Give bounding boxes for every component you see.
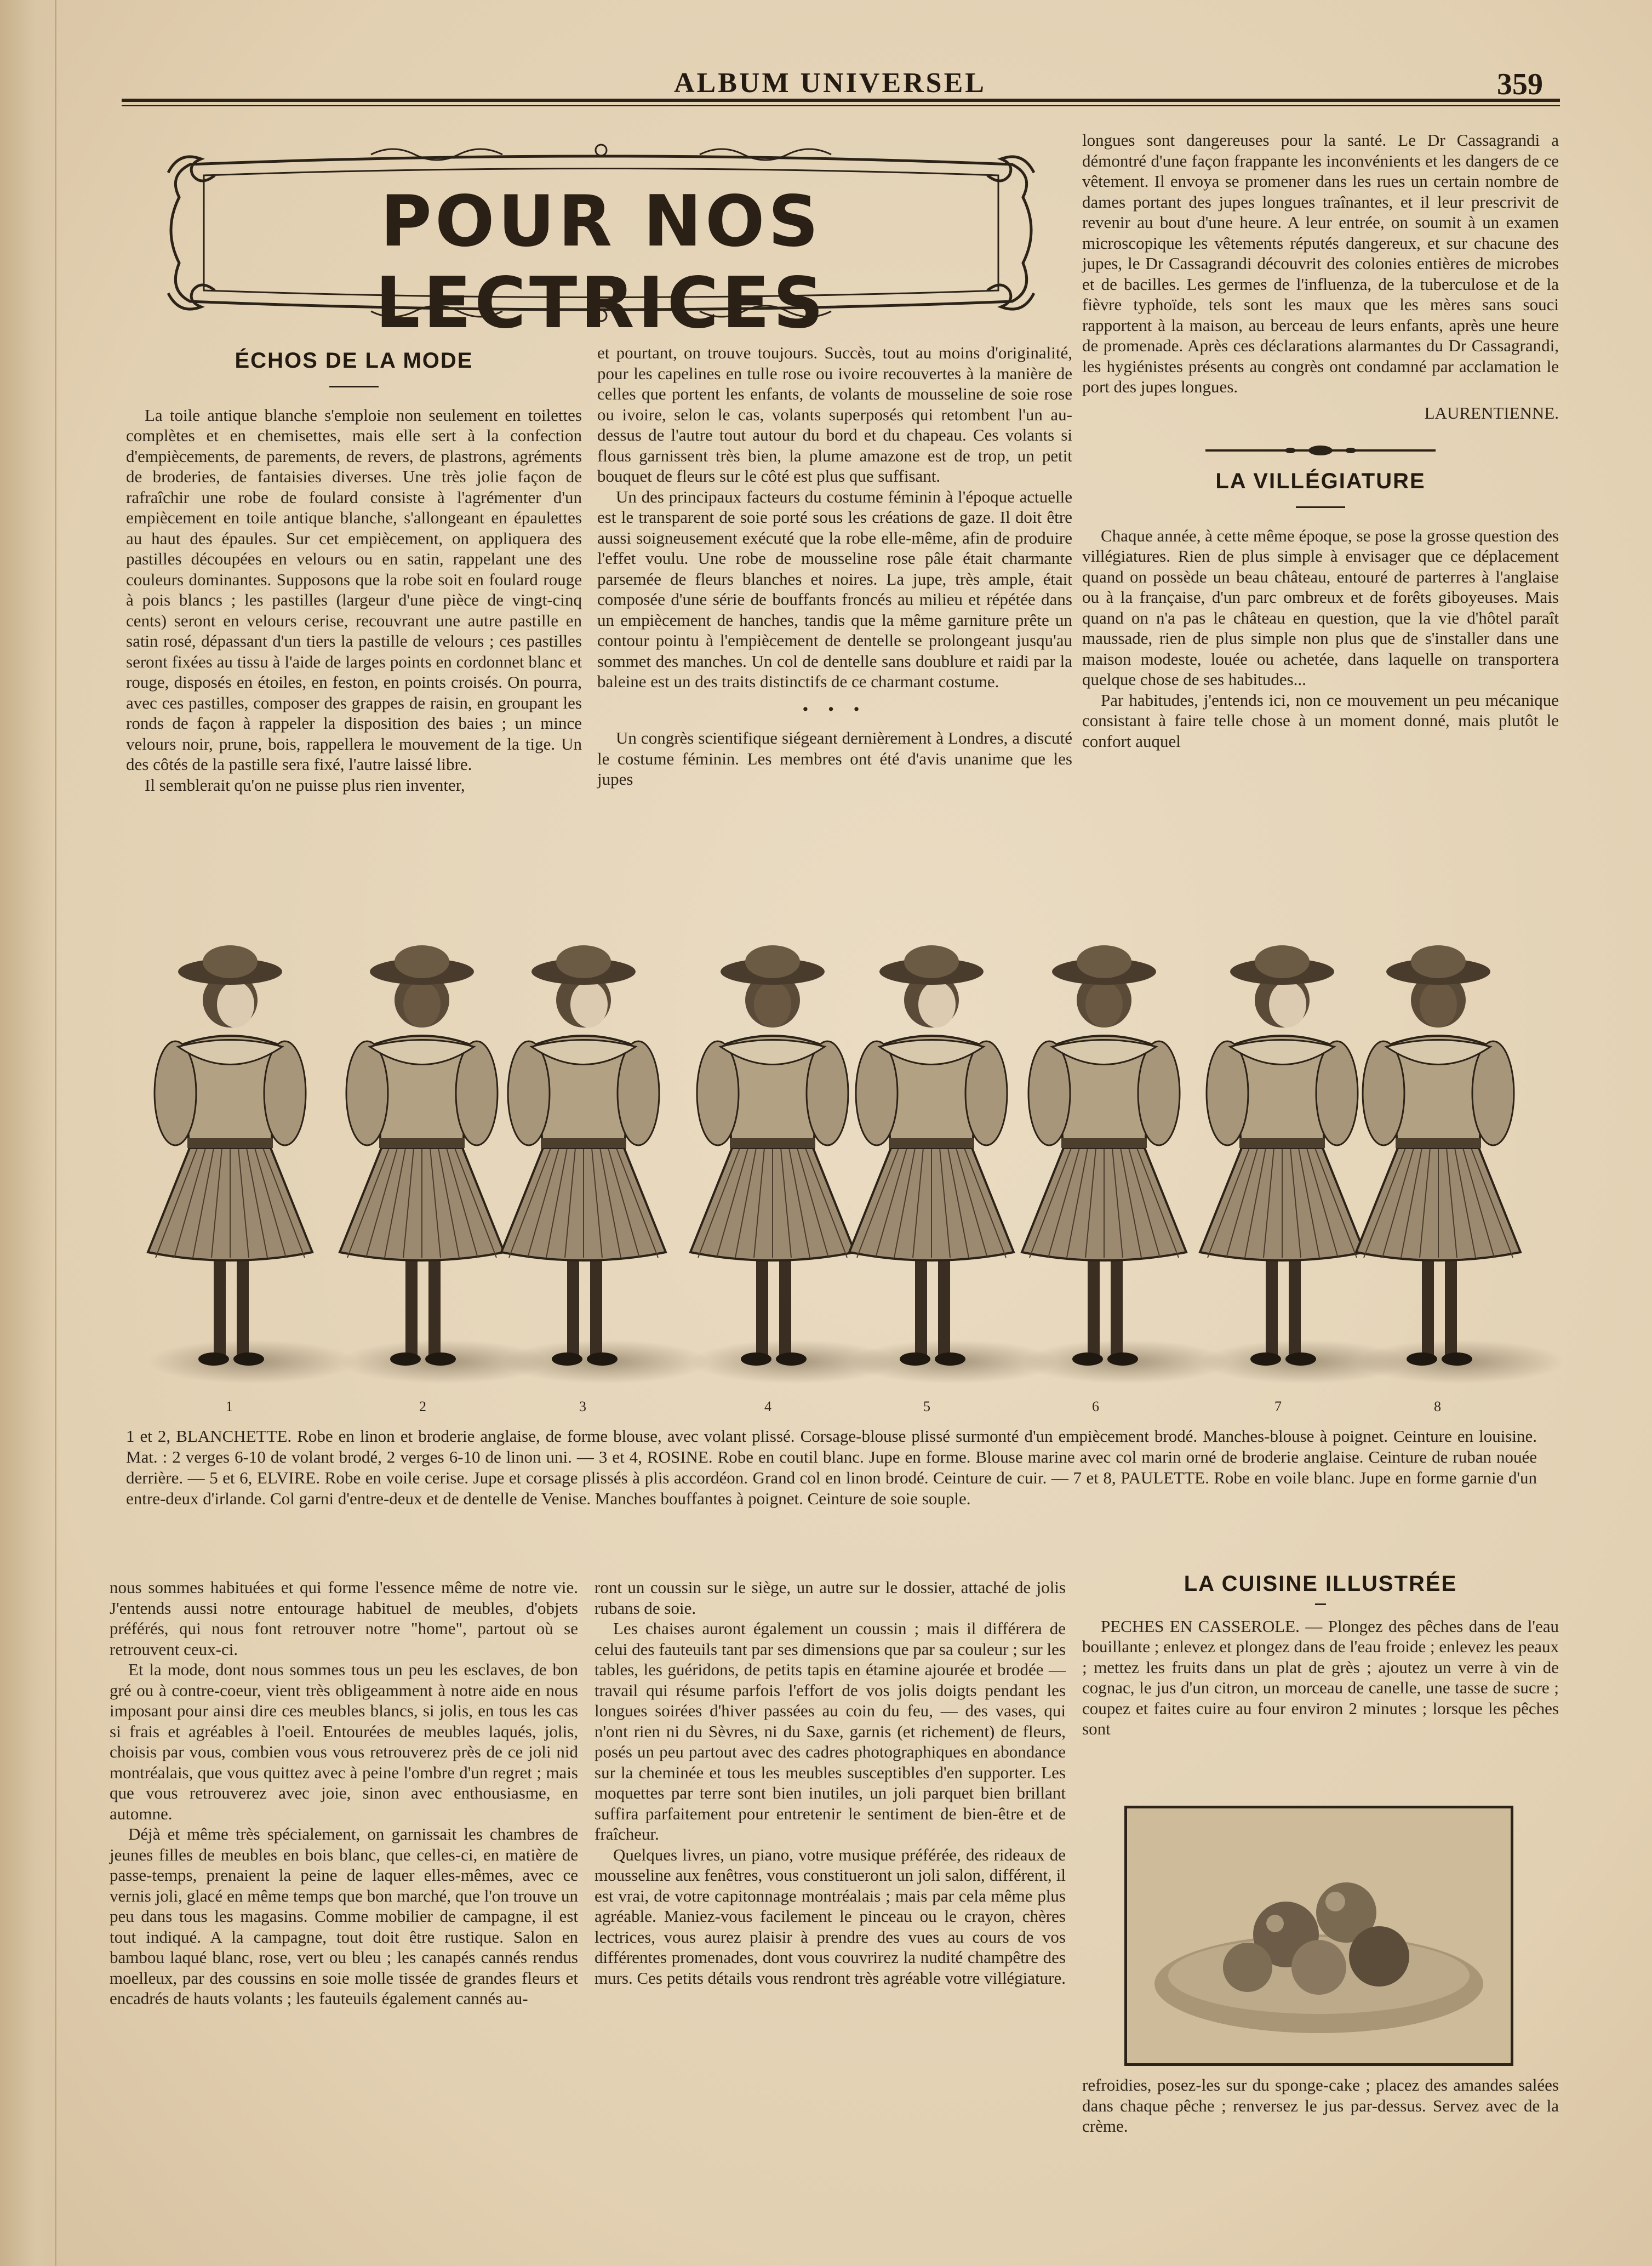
ornamental-divider xyxy=(1082,439,1559,461)
villegiature-paragraph: ront un coussin sur le siège, un autre sur le dossier, attaché de jolis rubans de soie. xyxy=(595,1578,1066,1618)
villegiature-heading: LA VILLÉGIATURE xyxy=(1215,469,1426,493)
section-stars: • • • xyxy=(802,699,867,718)
figure-hat-crown xyxy=(203,945,258,978)
echos-paragraph: longues sont dangereuses pour la santé. Le Dr Cassagrandi a démontré d'une façon frappante les inconvénients et les dangers de ce vêtement. Il envoya se promener dans les rues un certain nombre de dames portant des jupes longues traînantes, et il leur prescrivit de revenir au bout d'une heure. A leur entrée, on soumit à un examen microscopique les vêtements réputés dangereux, et sur chacune des jupes, le Dr Cassagrandi découvrit des colonies entières de microbes et de bacilles. Les germes de l'influenza, de la tuberculose et de la fièvre typhoïde, tels sont les maux que les mères sans souci rapportent à la maison, au berceau de leurs enfants, après une heure de promenade. Après ces déclarations alarmantes du Dr Cassagrandi, les hygiénistes présents au congrès ont condamné par acclamation le port des jupes longues. xyxy=(1082,130,1559,396)
echos-paragraph: Il semblerait qu'on ne puisse plus rien inventer, xyxy=(145,775,465,795)
figure-sleeve xyxy=(346,1041,388,1145)
figure-shoe xyxy=(1107,1352,1138,1366)
figure-shoe xyxy=(390,1352,421,1366)
figure-shoe xyxy=(741,1352,771,1366)
figure-shoe xyxy=(552,1352,582,1366)
figure-shoe xyxy=(198,1352,229,1366)
figure-shoe xyxy=(1072,1352,1103,1366)
figure-belt xyxy=(889,1138,974,1148)
figure-hat-crown xyxy=(1077,945,1131,978)
figure-sleeve xyxy=(155,1041,196,1145)
echos-paragraph: et pourtant, on trouve toujours. Succès, tout au moins d'originalité, pour les capelines en tulle rose ou ivoire recouvertes à la manière de celles que portent les enfants, de volants de mousseline de soie rose ou ivoire, selon le cas, volants superposés qui retombent l'un au-dessus de l'autre tout autour du bord et du chapeau. Ces volants si flous garnissent très bien, la plume amazone est de trop, un petit bouquet de fleurs sur le côté est plus que suffisant. xyxy=(597,343,1072,486)
figure-shoe xyxy=(425,1352,456,1366)
figure-head xyxy=(217,981,254,1028)
cuisine-heading: LA CUISINE ILLUSTRÉE xyxy=(1184,1572,1457,1596)
echos-paragraph: Un des principaux facteurs du costume féminin à l'époque actuelle est le transparent de soie porté sous les créations de gaze. Il doit être aussi soigneusement exécuté que la robe elle-même, afin de produire l'effet voulu. Une robe de mousseline rose pâle était charmante parsemée de fleurs blanches et noires. La jupe, très ample, était composée d'une série de bouffants froncés au milieu et répétée dans un empiècement de hanches, tandis que la même garniture prête un contour pointu à l'empiècement de dentelle se prolongeant jusqu'au sommet des manches. Un col de dentelle sans doublure et raidi par la baleine est un des traits distinctifs de ce charmant costume. xyxy=(597,487,1072,691)
figure-belt xyxy=(1396,1138,1481,1148)
figure-sleeve xyxy=(264,1041,306,1145)
figure-shoe xyxy=(587,1352,618,1366)
figure-number: 7 xyxy=(1274,1399,1282,1414)
figure-head xyxy=(1420,981,1457,1028)
heading-rule xyxy=(1315,1603,1326,1605)
figure-head xyxy=(1269,981,1306,1028)
column-1-upper xyxy=(126,351,582,795)
fashion-caption: 1 et 2, BLANCHETTE. Robe en linon et broderie anglaise, de forme blouse, avec volant plissé. Corsage-blouse plissé surmonté d'un empiècement brodé. Manches-blouse à poignet. Ceinture en louisine. Mat. : 2 verges 6-10 de volant brodé, 2 verges 6-10 de linon uni. — 3 et 4, ROSINE. Robe en coutil blanc. Jupe en forme. Blouse marine avec col marin orné de broderie anglaise. Ceinture de ruban nouée derrière. — 5 et 6, ELVIRE. Robe en voile cerise. Jupe et corsage plissés à plis accordéon. Grand col en linon brodé. Ceinture de cuir. — 7 et 8, PAULETTE. Robe en voile blanc. Jupe en forme garnie d'un entre-deux d'irlande. Col garni d'entre-deux et de dentelle de Venise. Manches bouffantes à poignet. Ceinture de soie souple. xyxy=(126,1426,1537,1508)
section-banner-title: POUR NOS LECTRICES xyxy=(375,181,827,344)
figure-sleeve xyxy=(1138,1041,1180,1145)
figure-sleeve xyxy=(807,1041,848,1145)
column-3-upper xyxy=(1082,130,1559,751)
figure-hat-crown xyxy=(556,945,611,978)
title-banner xyxy=(152,142,1050,344)
figure-number: 3 xyxy=(579,1399,586,1414)
figure-head xyxy=(918,981,956,1028)
figure-sleeve xyxy=(1472,1041,1514,1145)
villegiature-paragraph: Les chaises auront également un coussin ; mais il différera de celui des fauteuils tant par ses dimensions que par sa couleur ; sur les tables, les guéridons, de petits tapis en étamine ajourée et brodée — travail qui résume parfois l'effort de vos jolis doigts pendant les longues soirées d'hiver passées au coin du feu, — des vases, qui n'ont rien ni du Sèvres, ni du Saxe, garnis (et richement) de fleurs, posés un peu partout avec des cadres photographiques en abondance sur la cheminée et tous les meubles susceptibles d'en supporter. Les moquettes par terre sont bien inutiles, un joli parquet bien brillant suffira parfaitement pour entretenir le sentiment de bien-être et de fraîcheur. xyxy=(595,1619,1066,1843)
figure-shoe xyxy=(900,1352,930,1366)
figure-belt xyxy=(187,1138,273,1148)
figure-sleeve xyxy=(508,1041,550,1145)
figure-number: 5 xyxy=(923,1399,930,1414)
figure-head xyxy=(570,981,608,1028)
villegiature-paragraph: Chaque année, à cette même époque, se pose la grosse question des villégiatures. Rien de plus simple à envisager que ce déplacement quand on possède un beau château, entouré de parterres à l'anglaise ou à la française, d'un parc ombreux et de forêts giboyeuses. Mais quand on n'a pas le château en question, que la vie d'hôtel paraît maussade, rien de plus simple non plus que de s'installer dans une maison modeste, louée ou achetée, dans laquelle on transportera quelque chose de ses habitudes... xyxy=(1082,526,1559,689)
figure-shoe xyxy=(1407,1352,1437,1366)
figure-sleeve xyxy=(856,1041,898,1145)
figure-sleeve xyxy=(1028,1041,1070,1145)
column-2-upper xyxy=(597,343,1072,790)
figure-number: 1 xyxy=(226,1399,233,1414)
villegiature-paragraph: Déjà et même très spécialement, on garnissait les chambres de jeunes filles de meubles en bois blanc, que celles-ci, en matière de passe-temps, prenaient la peine de laquer elles-mêmes, avec ce vernis joli, glacé en même temps que bon marché, que l'on trouve un peu dans tous les magasins. Comme mobilier de campagne, il est tout indiqué. A la campagne, tout doit être rustique. Salon en bambou laqué blanc, rose, vert ou bleu ; les canapés cannés rendus moelleux, par des coussins en soie molle tissée de grandes fleurs et encadrés de hauts volants ; les fauteuils également cannés au- xyxy=(110,1824,578,2008)
figure-belt xyxy=(379,1138,465,1148)
echos-heading: ÉCHOS DE LA MODE xyxy=(235,349,473,373)
author-signature: LAURENTIENNE. xyxy=(1424,403,1559,423)
recipe-paragraph: refroidies, posez-les sur du sponge-cake ; placez des amandes salées dans chaque pêche ; renversez le jus par-dessus. Servez avec de la crème. xyxy=(1082,2075,1559,2136)
column-3-lower xyxy=(1082,1574,1559,1739)
figure-sleeve xyxy=(618,1041,659,1145)
figure-number: 2 xyxy=(419,1399,426,1414)
fashion-illustration xyxy=(121,934,1562,1422)
figure-belt xyxy=(1061,1138,1147,1148)
figure-sleeve xyxy=(456,1041,498,1145)
binding-gutter xyxy=(0,0,60,2266)
recipe-photo xyxy=(1124,1806,1513,2066)
villegiature-paragraph: Par habitudes, j'entends ici, non ce mouvement un peu mécanique consistant à faire telle chose à un moment donné, mais plutôt le confort auquel xyxy=(1082,690,1559,751)
column-2-lower xyxy=(595,1577,1066,1988)
figure-group xyxy=(148,945,1562,1384)
echos-paragraph: La toile antique blanche s'emploie non seulement en toilettes complètes et en chemisettes, mais elle sert à la confection d'empiècements, de parements, de revers, de plastrons, agréments de broderies, de fantaisies diverses. Une très jolie façon de rafraîchir une robe de foulard consiste à l'agrémenter d'un empiècement en toile antique blanche, s'allongeant en épaulettes au haut des épaules. Sur cet empiècement, on appliquera des pastilles découpées en velours ou en satin, rappelant une des couleurs dominantes. Supposons que la robe soit en foulard rouge à pois blancs ; les pastilles (largeur d'une pièce de vingt-cinq cents) seront en velours cerise, recouvrant une autre pastille en satin rosé, dépassant d'un tiers la pastille de velours ; ces pastilles seront fixées au tissu à l'aide de larges points en cordonnet blanc et rouge, disposés en étoiles, en feston, en points croisés. On pourra, avec ces pastilles, composer des grappes de raisin, en groupant les ronds de façon à rappeler la disposition des baies ; un mince velours noir, prune, bois, rappellera le mouvement de la tige. Un des côtés de la pastille sera fixé, l'autre laissé libre. xyxy=(126,405,582,774)
figure-hat-crown xyxy=(745,945,800,978)
figure-belt xyxy=(730,1138,815,1148)
villegiature-paragraph: nous sommes habituées et qui forme l'essence même de notre vie. J'entends aussi notre entourage habituel de meubles, d'objets préférés, qui nous font retrouver notre "home", partout où se retrouvent ceux-ci. xyxy=(110,1578,578,1659)
figure-sleeve xyxy=(1207,1041,1248,1145)
figure-shoe xyxy=(233,1352,264,1366)
figure-belt xyxy=(541,1138,626,1148)
column-1-lower xyxy=(110,1577,578,2009)
figure-sleeve xyxy=(965,1041,1007,1145)
running-head: ALBUM UNIVERSEL xyxy=(674,67,986,99)
figure-hat-crown xyxy=(1411,945,1466,978)
figure-sleeve xyxy=(697,1041,739,1145)
villegiature-paragraph: Et la mode, dont nous sommes tous un peu les esclaves, de bon gré ou à contre-coeur, vient très obligeamment à notre aide en nous imposant pour ainsi dire ces meubles blancs, si jolis, en tous les cas si frais et agréables à l'oeil. Entourées de meubles laqués, jolis, choisis par vous, combien vous vous retrouverez près de ce joli nid montréalais, que vous quittez avec à peine l'ombre d'un regret ; mais que vous retrouverez avec joie, sinon avec enthousiasme, en automne. xyxy=(110,1660,578,1823)
villegiature-paragraph: Quelques livres, un piano, votre musique préférée, des rideaux de mousseline aux fenêtres, vous constitueront un joli salon, différent, il est vrai, de votre capitonnage montréalais ; mais par cela même plus agréable. Maniez-vous facilement le pinceau ou le crayon, chères lectrices, vous aurez plaisir à prendre des vues au cours de vos différentes promenades, dont vous couvrirez la nudité champêtre des murs. Ces petits détails vous rendront très agréable votre villégiature. xyxy=(595,1845,1066,1988)
figure-hat-crown xyxy=(395,945,449,978)
children-dresses-engraving xyxy=(121,934,1562,1422)
figure-sleeve xyxy=(1316,1041,1358,1145)
page-number: 359 xyxy=(1497,67,1543,101)
figure-hat-crown xyxy=(1255,945,1310,978)
figure-shoe xyxy=(935,1352,965,1366)
heading-rule xyxy=(329,386,379,387)
figure-number: 8 xyxy=(1434,1399,1441,1414)
figure-belt xyxy=(1239,1138,1325,1148)
echos-paragraph: Un congrès scientifique siégeant dernièrement à Londres, a discuté le costume féminin. Les membres ont été d'avis unanime que les jupes xyxy=(597,728,1072,789)
peaches-dish-photo xyxy=(1127,1808,1511,2063)
figure-head xyxy=(403,981,441,1028)
figure-shoe xyxy=(1442,1352,1472,1366)
figure-number: 4 xyxy=(764,1399,771,1414)
header-rule xyxy=(122,99,1560,106)
figure-shoe xyxy=(776,1352,807,1366)
column-3-lower-end xyxy=(1082,2075,1559,2137)
gutter-line xyxy=(55,0,56,2266)
figure-head xyxy=(754,981,791,1028)
figure-head xyxy=(1085,981,1123,1028)
figure-shoe xyxy=(1250,1352,1281,1366)
heading-rule xyxy=(1296,506,1345,508)
recipe-paragraph: PECHES EN CASSEROLE. — Plongez des pêches dans de l'eau bouillante ; enlevez et plongez dans de l'eau froide ; enlevez les peaux ; mettez les fruits dans un plat de grès ; ajoutez un verre à vin de cognac, le jus d'un citron, un morceau de canelle, une tasse de sucre ; coupez et faites cuire au four environ 2 minutes ; lorsque les pêches sont xyxy=(1082,1616,1559,1738)
figure-shoe xyxy=(1285,1352,1316,1366)
figure-sleeve xyxy=(1363,1041,1404,1145)
figure-hat-crown xyxy=(904,945,959,978)
figure-number: 6 xyxy=(1092,1399,1099,1414)
